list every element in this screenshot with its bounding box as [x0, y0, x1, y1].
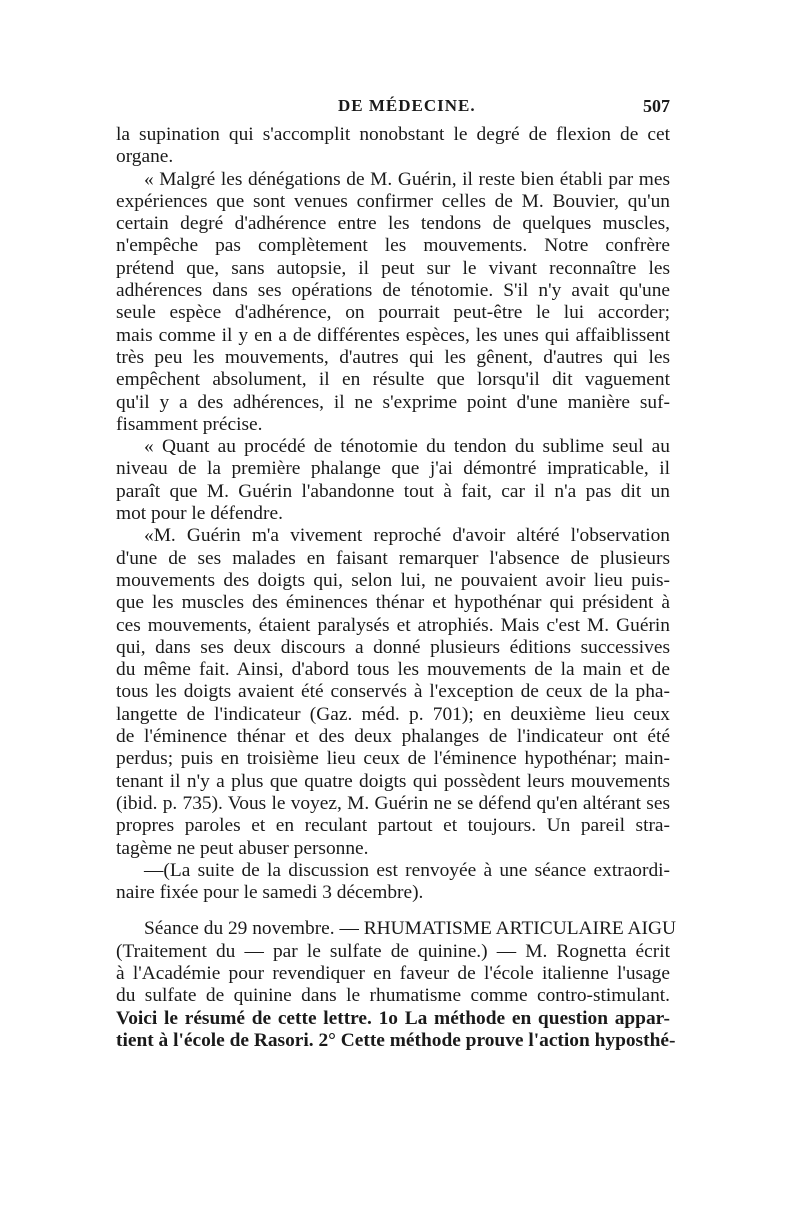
text-line: naire fixée pour le samedi 3 décembre). — [116, 882, 424, 904]
text-line: n'empêche pas complètement les mouvements. Notre confrère — [116, 235, 670, 257]
text-line: organe. — [116, 146, 174, 168]
text-line: à l'Académie pour revendiquer en faveur de l'école italienne l'usage — [116, 962, 670, 984]
page-header — [116, 96, 670, 120]
text-line: adhérences dans ses opérations de ténotomie. S'il n'y avait qu'une — [116, 280, 670, 302]
text-line: Voici le résumé de cette lettre. 1o La méthode en question appar- — [116, 1007, 670, 1029]
text-line: (Traitement du — par le sulfate de quinine.) — M. Rognetta écrit — [116, 940, 670, 962]
text-line: d'une de ses malades en faisant remarquer l'absence de plusieurs — [116, 547, 670, 569]
text-line: « Malgré les dénégations de M. Guérin, il reste bien établi par mes — [144, 168, 670, 190]
section-heading-line: Séance du 29 novembre. — RHUMATISME ARTICULAIRE AIGU — [144, 918, 677, 940]
text-line: (ibid. p. 735). Vous le voyez, M. Guérin ne se défend qu'en altérant ses — [116, 792, 670, 814]
text-line: du sulfate de quinine dans le rhumatisme comme contro-stimulant. — [116, 985, 670, 1007]
text-line: mot pour le défendre. — [116, 503, 283, 525]
text-line: «M. Guérin m'a vivement reproché d'avoir altéré l'observation — [144, 525, 670, 547]
text-line: propres paroles et en reculant partout et toujours. Un pareil stra- — [116, 815, 670, 837]
text-line: seule espèce d'adhérence, on pourrait peut-être le lui accorder; — [116, 302, 670, 324]
text-line: empêchent absolument, il en résulte que lorsqu'il dit vaguement — [116, 369, 670, 391]
text-line: mouvements des doigts qui, selon lui, ne pouvaient avoir lieu puis- — [116, 569, 670, 591]
text-line: fisamment précise. — [116, 413, 263, 435]
text-line: tous les doigts avaient été conservés à l'exception de ceux de la pha- — [116, 681, 670, 703]
text-line: perdus; puis en troisième lieu ceux de l'éminence hypothénar; main- — [116, 748, 670, 770]
text-line: niveau de la première phalange que j'ai démontré impraticable, il — [116, 458, 670, 480]
text-line: tient à l'école de Rasori. 2° Cette méthode prouve l'action hyposthé- — [116, 1029, 676, 1051]
text-line: expériences que sont venues confirmer celles de M. Bouvier, qu'un — [116, 190, 670, 212]
text-line: qui, dans ses deux discours a donné plusieurs éditions successives — [116, 636, 670, 658]
text-line: que les muscles des éminences thénar et hypothénar qui président à — [116, 592, 670, 614]
text-line: « Quant au procédé de ténotomie du tendon du sublime seul au — [144, 436, 670, 458]
text-line: mais comme il y en a de différentes espèces, les unes qui affaiblissent — [116, 324, 670, 346]
text-line: prétend que, sans autopsie, il peut sur le vivant reconnaître les — [116, 257, 670, 279]
text-line: la supination qui s'accomplit nonobstant le degré de flexion de cet — [116, 124, 670, 145]
text-line: —(La suite de la discussion est renvoyée à une séance extraordi- — [144, 859, 670, 881]
running-title: DE MÉDECINE. — [338, 96, 476, 115]
text-line: certain degré d'adhérence entre les tendons de quelques muscles, — [116, 213, 670, 235]
text-line: du même fait. Ainsi, d'abord tous les mouvements de la main et de — [116, 659, 670, 681]
body-text — [116, 124, 677, 1052]
text-line: paraît que M. Guérin l'abandonne tout à fait, car il n'a pas dit un — [116, 480, 670, 502]
text-line: de l'éminence thénar et des deux phalanges de l'indicateur ont été — [116, 726, 670, 748]
text-line: tagème ne peut abuser personne. — [116, 837, 369, 859]
text-line: qu'il y a des adhérences, il ne s'exprime point d'une manière suf- — [116, 391, 670, 413]
text-line: langette de l'indicateur (Gaz. méd. p. 701); en deuxième lieu ceux — [116, 703, 670, 725]
text-line: très peu les mouvements, d'autres qui les gênent, d'autres qui les — [116, 346, 670, 368]
text-line: ces mouvements, étaient paralysés et atrophiés. Mais c'est M. Guérin — [116, 614, 670, 636]
text-line: tenant il n'y a plus que quatre doigts qui possèdent leurs mouvements — [116, 770, 670, 792]
page-number: 507 — [643, 96, 670, 116]
